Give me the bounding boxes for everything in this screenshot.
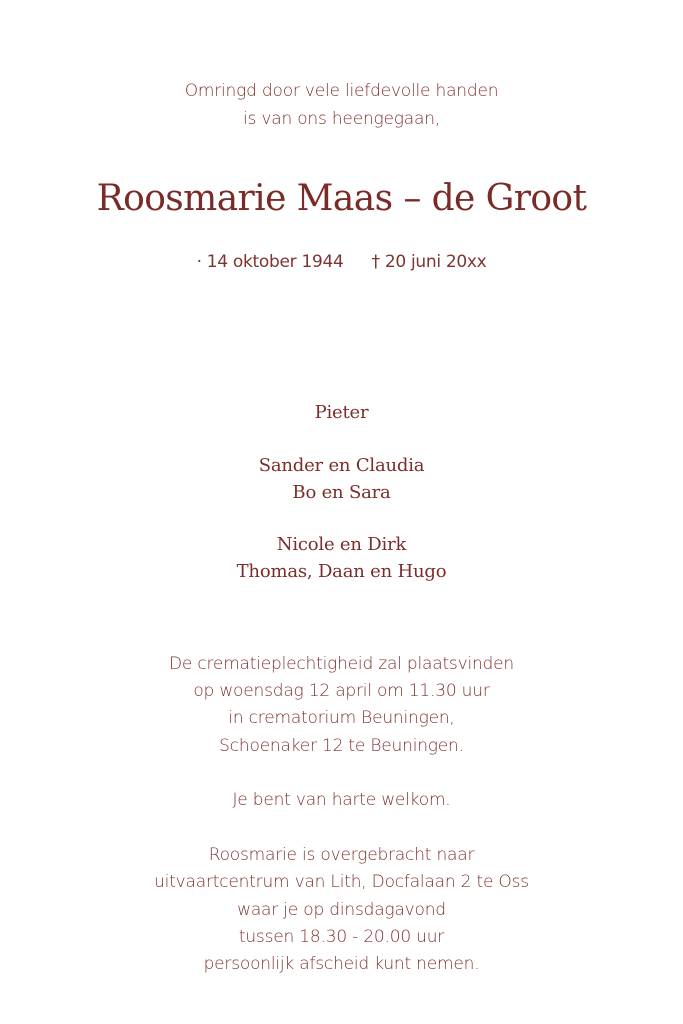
farewell-line-4: tussen 18.30 - 20.00 uur (238, 927, 445, 947)
farewell-line-5: persoonlijk afscheid kunt nemen. (203, 954, 480, 974)
ceremony-line-4: Schoenaker 12 te Beuningen. (219, 736, 464, 756)
ceremony-line-1: De crematieplechtigheid zal plaatsvinden (169, 654, 514, 674)
farewell-line-3: waar je op dinsdagavond (237, 900, 446, 920)
family-group2-line1: Nicole en Dirk (276, 534, 407, 555)
ceremony-line-3: in crematorium Beuningen, (228, 708, 455, 728)
family-partner: Pieter (314, 402, 369, 423)
intro-line-2: is van ons heengegaan, (242, 109, 441, 129)
welcome-text: Je bent van harte welkom. (232, 790, 451, 810)
deceased-name: Roosmarie Maas – de Groot (96, 178, 587, 219)
family-group1-line2: Bo en Sara (292, 482, 391, 503)
intro-line-1: Omringd door vele liefdevolle handen (184, 81, 499, 101)
family-group2-line2: Thomas, Daan en Hugo (236, 561, 447, 582)
birth-date: · 14 oktober 1944 (196, 252, 344, 272)
family-group1-line1: Sander en Claudia (258, 455, 425, 476)
ceremony-line-2: op woensdag 12 april om 11.30 uur (193, 681, 490, 701)
farewell-line-2: uitvaartcentrum van Lith, Docfalaan 2 te Oss (154, 872, 529, 892)
life-dates (0, 252, 683, 272)
farewell-line-1: Roosmarie is overgebracht naar (208, 845, 475, 865)
death-date: † 20 juni 20xx (371, 252, 487, 272)
